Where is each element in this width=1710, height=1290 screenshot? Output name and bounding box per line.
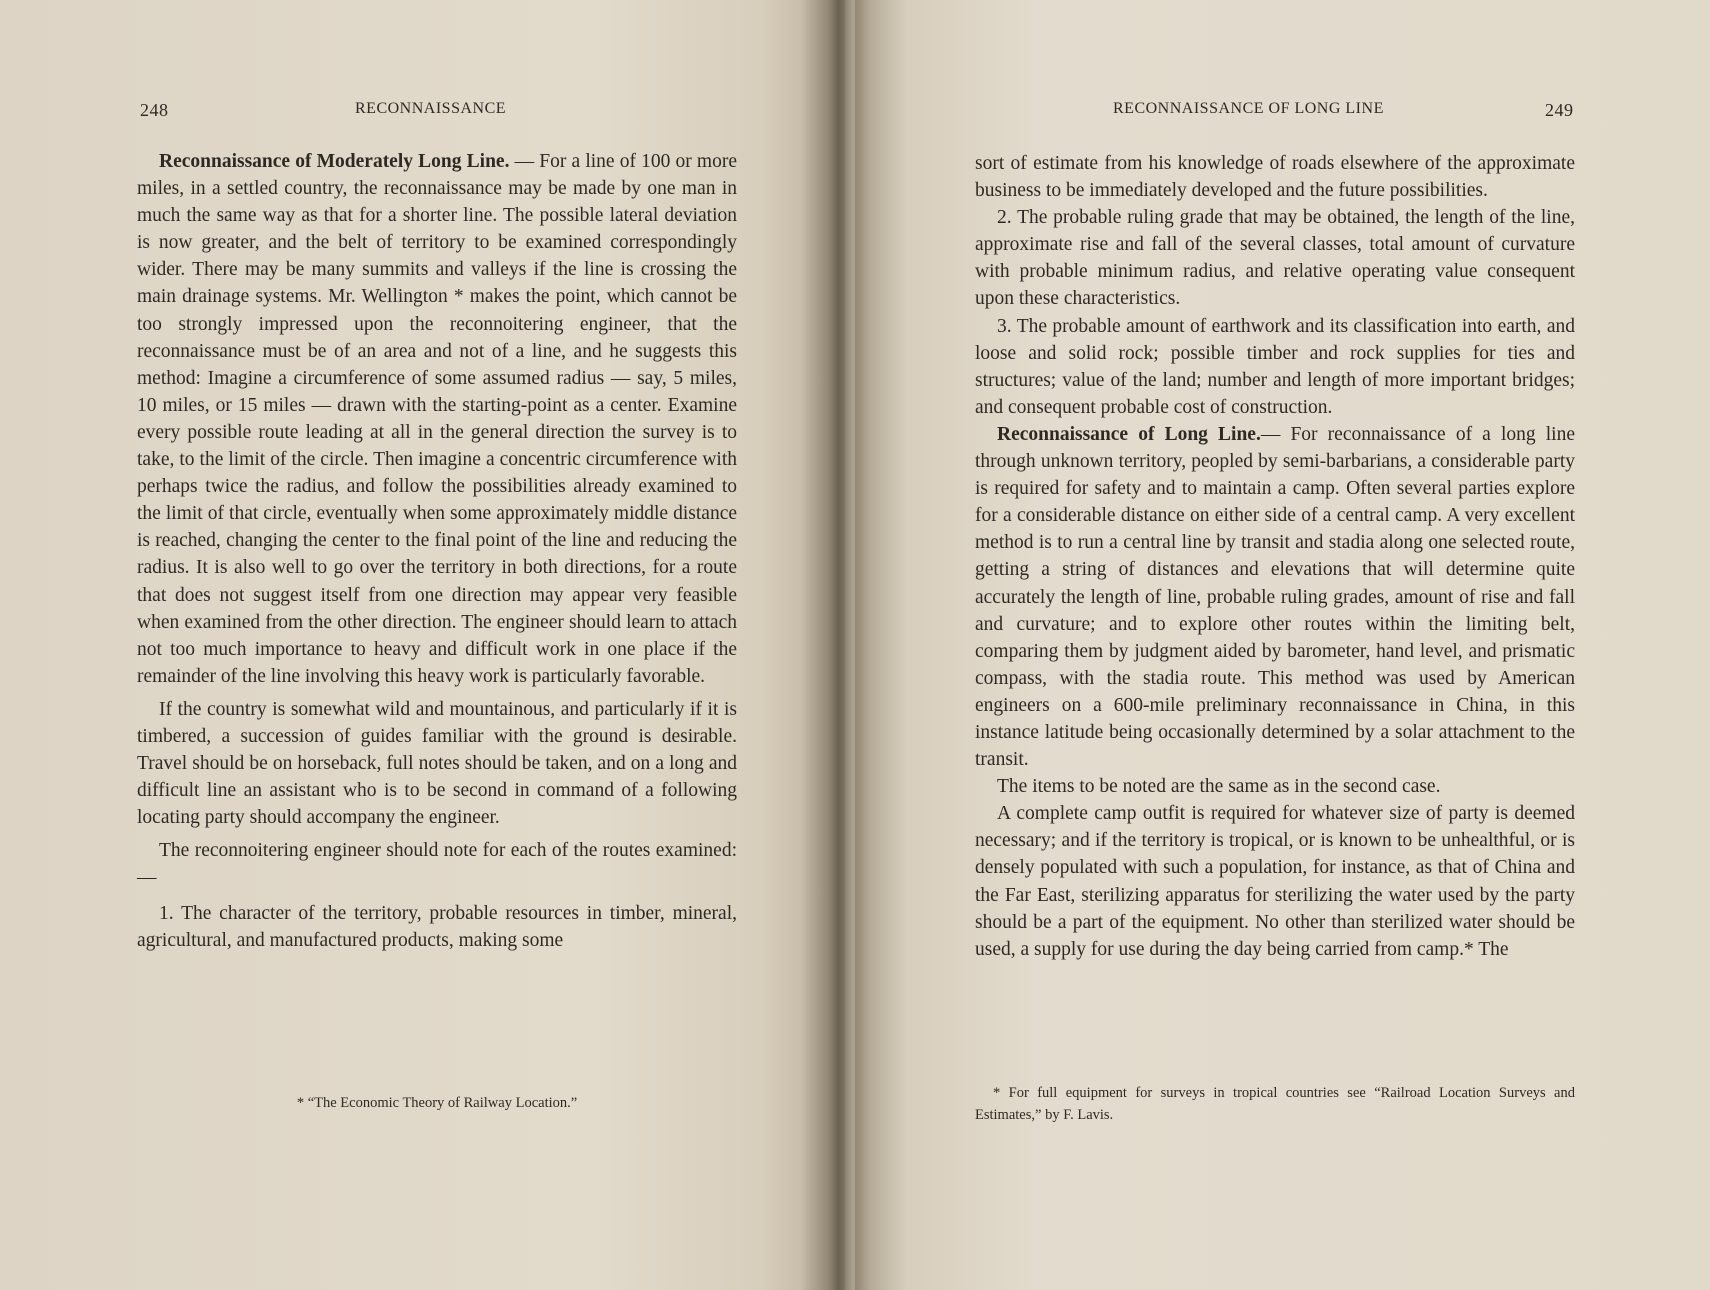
right-list-item-2: 2. The probable ruling grade that may be obtained, the length of the line, approximate rise and fall of the several classes, total amount of curvature with probable minimum radius, and relative operating value consequent upon these characteristics.	[975, 207, 1575, 310]
right-running-head: RECONNAISSANCE OF LONG LINE	[1113, 100, 1384, 117]
right-paragraph-5: The items to be noted are the same as in the second case.	[997, 776, 1441, 798]
left-footnote: * “The Economic Theory of Railway Location.”	[296, 1095, 578, 1111]
book-gutter-shadow	[800, 0, 870, 1290]
left-body-text	[137, 148, 737, 954]
section-heading-long-line: Reconnaissance of Long Line.	[997, 423, 1261, 445]
left-paragraph-1-text: — For a line of 100 or more miles, in a settled country, the reconnaissance may be made by one man in much the same way as that for a shorter line. The possible lateral deviation is now greater, and the belt of territory to be examined correspondingly wider. There may be many summits and valleys if the line is crossing the main drainage systems. Mr. Wellington * makes the point, which cannot be too strongly impressed upon the reconnoitering engineer, that the reconnaissance must be of an area and not of a line, and he suggests this method: Imagine a circumference of some assumed radius — say, 5 miles, 10 miles, or 15 miles — drawn with the starting-point as a center. Examine every possible route leading at all in the general direction the survey is to take, to the limit of the circle. Then imagine a concentric circumference with perhaps twice the radius, and follow the possibilities already examined to the limit of that circle, eventually when some approximately middle distance is reached, changing the center to the final point of the line and reducing the radius. It is also well to go over the territory in both directions, for a route that does not suggest itself from one direction may appear very feasible when examined from the other direction. The engineer should learn to attach not too much importance to heavy and difficult work in one place if the remainder of the line involving this heavy work is particularly favorable.	[137, 151, 737, 687]
right-paragraph-4-text: — For reconnaissance of a long line through unknown territory, peopled by semi-barbarians, a considerable party is required for safety and to maintain a camp. Often several parties explore for a considerable distance on either side of a central camp. A very excellent method is to run a central line by transit and stadia along one selected route, getting a string of distances and elevations that will determine quite accurately the length of line, probable ruling grades, amount of rise and fall and curvature; and to explore other routes within the limiting belt, comparing them by judgment aided by barometer, hand level, and prismatic compass, with the stadia route. This method was used by American engineers on a 600-mile preliminary reconnaissance in China, in this instance latitude being occasionally determined by a solar attachment to the transit.	[975, 423, 1575, 771]
left-page-number: 248	[140, 100, 169, 120]
right-paragraph-6: A complete camp outfit is required for whatever size of party is deemed necessary; and if the territory is tropical, or is known to be unhealthful, or is densely populated with such a population, for instance, as that of China and the Far East, sterilizing apparatus for sterilizing the water used by the party should be a part of the equipment. No other than sterilized water should be used, a supply for use during the day being carried from camp.* The	[975, 803, 1575, 960]
left-list-item-1: 1. The character of the territory, probable resources in timber, mineral, agricultural, and manufactured products, making some	[137, 902, 737, 951]
left-paragraph-2: If the country is somewhat wild and mountainous, and particularly if it is timbered, a succession of guides familiar with the ground is desirable. Travel should be on horseback, full notes should be taken, and on a long and difficult line an assistant who is to be second in command of a following locating party should accompany the engineer.	[137, 698, 737, 829]
right-paragraph-1: sort of estimate from his knowledge of roads elsewhere of the approximate business to be immediately developed and the future possibilities.	[975, 153, 1575, 202]
left-paragraph-3: The reconnoitering engineer should note for each of the routes examined: —	[137, 840, 737, 889]
left-paragraph-1	[137, 148, 737, 690]
left-page	[0, 0, 845, 1290]
right-body-text	[975, 150, 1575, 963]
right-page	[855, 0, 1710, 1290]
right-page-number: 249	[1545, 100, 1574, 120]
right-footnote: * For full equipment for surveys in tropical countries see “Railroad Location Surveys and Estimates,” by F. Lavis.	[975, 1085, 1575, 1123]
section-heading-moderately-long-line: Reconnaissance of Moderately Long Line.	[159, 151, 510, 172]
right-paragraph-4	[975, 421, 1575, 773]
left-running-head: RECONNAISSANCE	[355, 100, 507, 117]
right-list-item-3: 3. The probable amount of earthwork and its classification into earth, and loose and solid rock; possible timber and rock supplies for ties and structures; value of the land; number and length of more important bridges; and consequent probable cost of construction.	[975, 315, 1575, 418]
